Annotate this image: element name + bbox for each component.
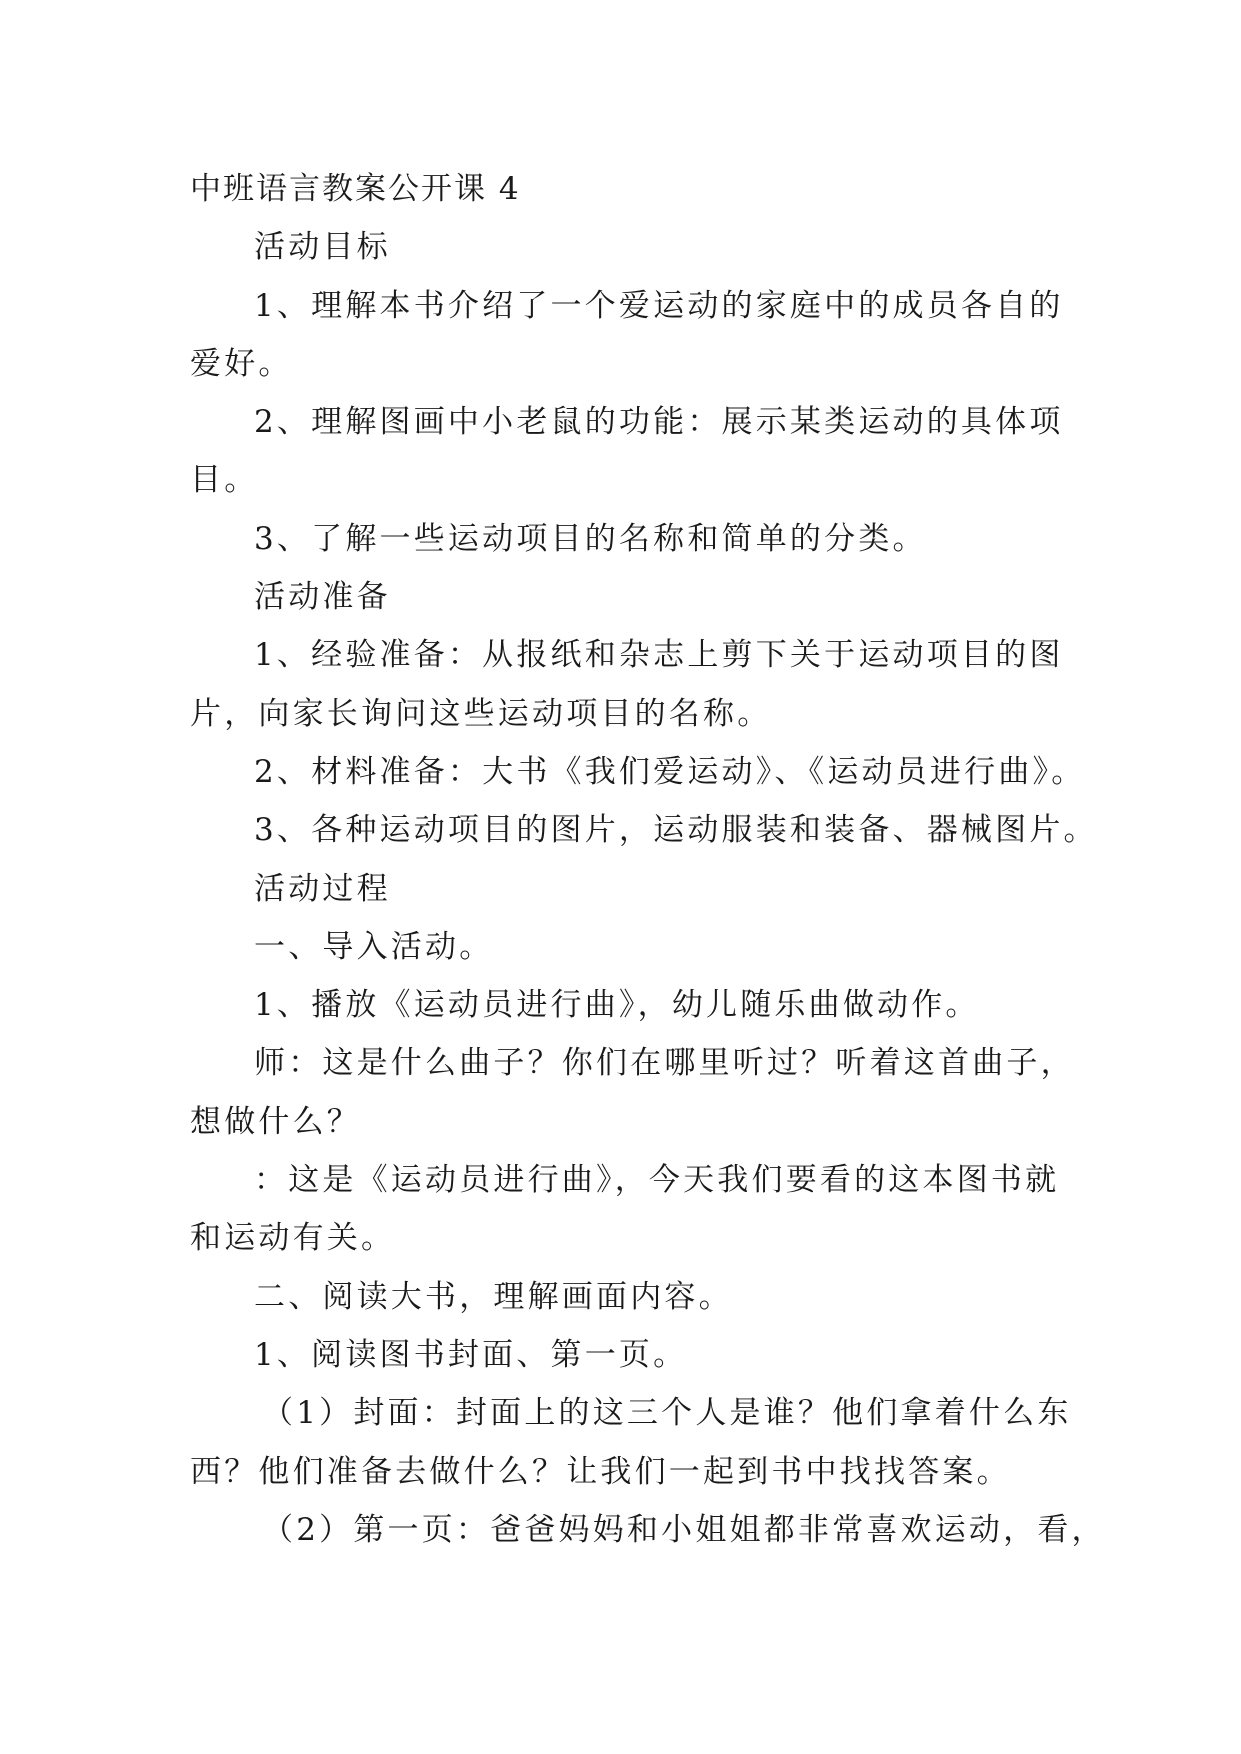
paragraph-line: 1、阅读图书封面、第一页。 [254,1336,688,1373]
paragraph-line: （1）封面：封面上的这三个人是谁？他们拿着什么东 [262,1395,1072,1432]
paragraph-line: 一、导入活动。 [254,928,494,965]
paragraph-line: 师：这是什么曲子？你们在哪里听过？听着这首曲子， [254,1045,1075,1082]
section-heading-goals: 活动目标 [254,229,391,266]
paragraph-line: 和运动有关。 [190,1220,396,1257]
paragraph-line: 二、阅读大书，理解画面内容。 [254,1278,733,1315]
paragraph-line: 西？他们准备去做什么？让我们一起到书中找找答案。 [190,1453,1011,1490]
paragraph-line: 目。 [190,462,259,499]
paragraph-line: 3、了解一些运动项目的名称和简单的分类。 [254,520,927,557]
paragraph-line: （2）第一页：爸爸妈妈和小姐姐都非常喜欢运动，看， [262,1511,1106,1548]
paragraph-line: 爱好。 [190,345,293,382]
paragraph-line: 1、理解本书介绍了一个爱运动的家庭中的成员各自的 [254,287,1064,324]
paragraph-line: 想做什么？ [190,1103,361,1140]
paragraph-line: ：这是《运动员进行曲》，今天我们要看的这本图书就 [254,1162,1060,1199]
section-heading-process: 活动过程 [254,870,391,907]
paragraph-line: 3、各种运动项目的图片，运动服装和装备、器械图片。 [254,812,1098,849]
paragraph-line: 1、经验准备：从报纸和杂志上剪下关于运动项目的图 [254,637,1064,674]
paragraph-line: 片，向家长询问这些运动项目的名称。 [190,695,772,732]
section-heading-preparation: 活动准备 [254,579,391,616]
document-body [190,160,1106,1559]
paragraph-line: 2、理解图画中小老鼠的功能：展示某类运动的具体项 [254,404,1064,441]
document-title: 中班语言教案公开课 4 [190,171,521,207]
paragraph-line: 2、材料准备：大书《我们爱运动》、《运动员进行曲》。 [254,753,1086,790]
paragraph-line: 1、播放《运动员进行曲》，幼儿随乐曲做动作。 [254,987,980,1024]
